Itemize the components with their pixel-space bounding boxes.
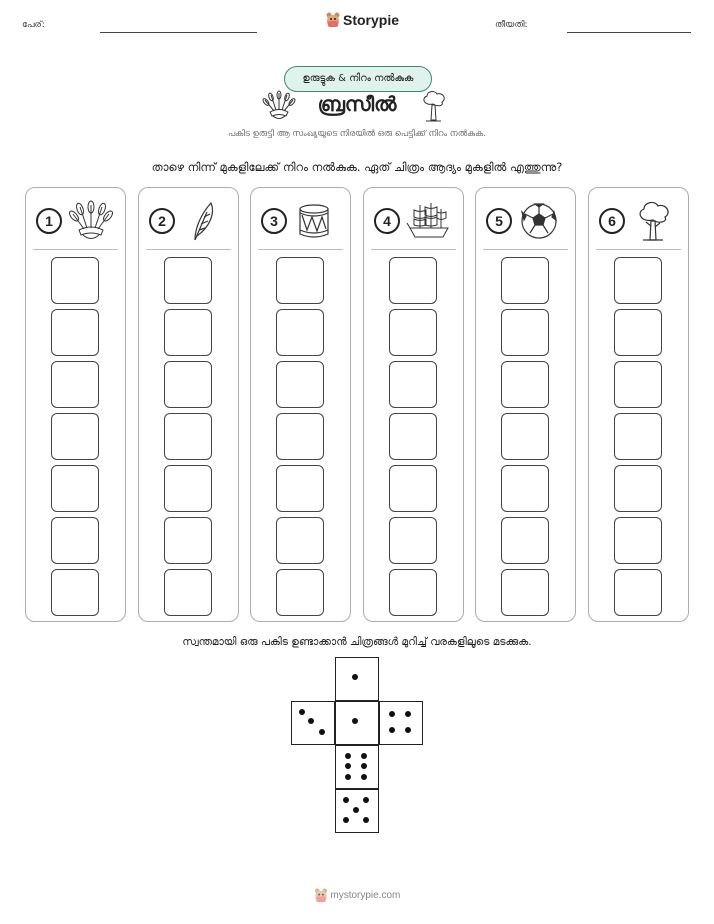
die-instruction: സ്വന്തമായി ഒരു പകിട ഉണ്ടാക്കാൻ ചിത്രങ്ങൾ മുറിച്ച് വരകളിലൂടെ മടക്കുക.	[182, 636, 532, 648]
color-box[interactable]	[51, 465, 99, 512]
color-box[interactable]	[164, 465, 212, 512]
column-6	[588, 187, 689, 622]
color-box[interactable]	[389, 517, 437, 564]
feather-headdress-icon	[68, 200, 114, 242]
color-box[interactable]	[276, 361, 324, 408]
color-box[interactable]	[276, 517, 324, 564]
page-title: ബ്രസീൽ	[317, 92, 397, 116]
column-1	[25, 187, 126, 622]
column-5	[475, 187, 576, 622]
color-box[interactable]	[501, 309, 549, 356]
color-box[interactable]	[614, 517, 662, 564]
color-box[interactable]	[614, 569, 662, 616]
column-number: 6	[599, 208, 625, 234]
die-face-1	[335, 657, 379, 701]
color-box[interactable]	[389, 413, 437, 460]
color-box[interactable]	[501, 465, 549, 512]
color-box[interactable]	[389, 309, 437, 356]
question: താഴെ നിന്ന് മുകളിലേക്ക് നിറം നൽകുക. ഏത് ചിത്രം ആദ്യം മുകളിൽ എത്തുന്നു?	[151, 160, 563, 174]
color-box[interactable]	[614, 361, 662, 408]
color-box[interactable]	[51, 517, 99, 564]
color-box[interactable]	[164, 413, 212, 460]
column-number: 3	[261, 208, 287, 234]
color-box[interactable]	[276, 569, 324, 616]
brand-name: Storypie	[343, 12, 400, 28]
color-box[interactable]	[164, 361, 212, 408]
color-box[interactable]	[389, 569, 437, 616]
column-2	[138, 187, 239, 622]
die-face-5	[335, 789, 379, 833]
column-4	[363, 187, 464, 622]
name-label: പേര്:	[22, 20, 45, 30]
color-box[interactable]	[164, 517, 212, 564]
color-box[interactable]	[389, 361, 437, 408]
die-face-1	[335, 701, 379, 745]
name-line[interactable]	[100, 32, 257, 33]
color-box[interactable]	[614, 257, 662, 304]
die-face-4	[379, 701, 423, 745]
footer-link[interactable]: mystorypie.com	[330, 890, 401, 902]
color-box[interactable]	[389, 257, 437, 304]
drum-icon	[293, 200, 339, 242]
feather-icon	[181, 200, 227, 242]
brand-logo	[326, 12, 399, 28]
color-box[interactable]	[501, 569, 549, 616]
color-box[interactable]	[276, 257, 324, 304]
color-box[interactable]	[501, 517, 549, 564]
activity-badge: ഉരുട്ടുക & നിറം നൽകുക	[284, 66, 432, 92]
column-3	[250, 187, 351, 622]
column-number: 5	[486, 208, 512, 234]
subtitle: പകിട ഉരുട്ടി ആ സംഖ്യയുടെ നിരയിൽ ഒരു പെട്ടിക്ക് നിറം നൽകുക.	[228, 129, 486, 139]
date-line[interactable]	[567, 32, 691, 33]
color-box[interactable]	[164, 569, 212, 616]
color-box[interactable]	[51, 413, 99, 460]
color-box[interactable]	[614, 309, 662, 356]
color-box[interactable]	[614, 465, 662, 512]
color-box[interactable]	[51, 309, 99, 356]
die-face-3	[291, 701, 335, 745]
color-box[interactable]	[276, 465, 324, 512]
color-box[interactable]	[389, 465, 437, 512]
color-box[interactable]	[164, 309, 212, 356]
column-number: 4	[374, 208, 400, 234]
color-box[interactable]	[164, 257, 212, 304]
bear-logo-icon	[326, 12, 340, 28]
date-label: തീയതി:	[495, 20, 528, 30]
color-box[interactable]	[501, 361, 549, 408]
color-box[interactable]	[51, 569, 99, 616]
sailing-ship-icon	[406, 200, 452, 242]
soccer-ball-icon	[518, 200, 564, 242]
footer	[0, 888, 714, 903]
tree-icon	[631, 200, 677, 242]
bear-logo-icon	[314, 888, 328, 903]
color-box[interactable]	[501, 257, 549, 304]
color-box[interactable]	[51, 361, 99, 408]
color-box[interactable]	[51, 257, 99, 304]
color-box[interactable]	[501, 413, 549, 460]
tree-icon	[418, 90, 448, 122]
color-box[interactable]	[276, 309, 324, 356]
column-number: 2	[149, 208, 175, 234]
die-face-6	[335, 745, 379, 789]
column-number: 1	[36, 208, 62, 234]
color-box[interactable]	[276, 413, 324, 460]
color-box[interactable]	[614, 413, 662, 460]
